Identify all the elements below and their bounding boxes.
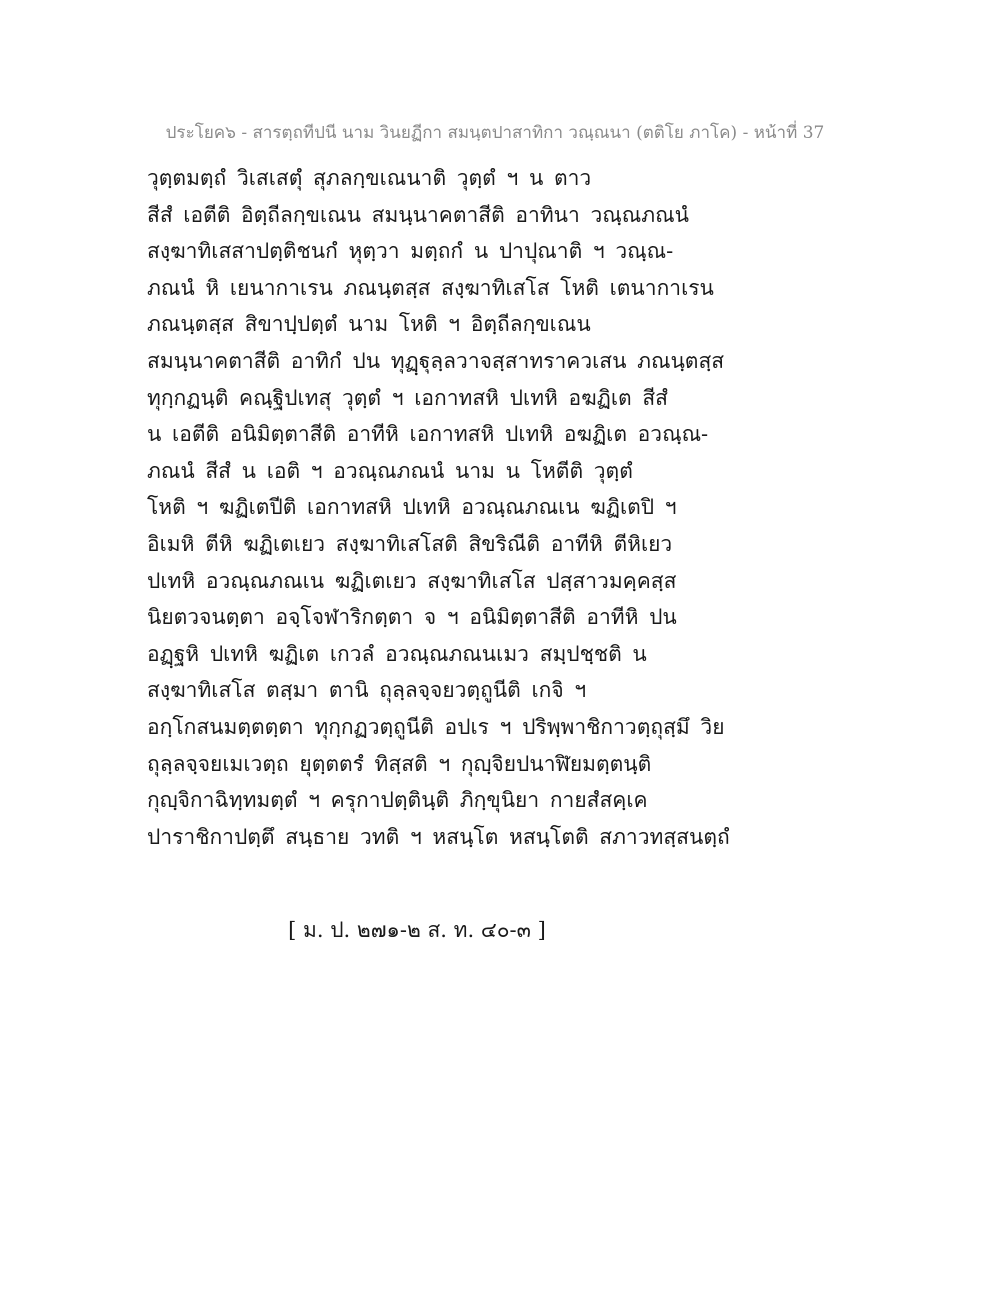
reference-citation: [ ม. ป. ๒๗๑-๒ ส. ท. ๔๐-๓ ]	[288, 918, 546, 942]
running-header: ประโยค๖ - สารตฺถทีปนี นาม วินยฏีกา สมนฺตปาสาทิกา วณฺณนา (ตติโย ภาโค) - หน้าที่ 37	[165, 123, 825, 143]
text-line: ปเทหิ อวณฺณภณเน ฆฏิเตเยว สงฺฆาทิเสโส ปสฺสาวมคฺคสฺส	[147, 568, 677, 593]
text-line: ภณนํ สีสํ น เอติ ฯ อวณฺณภณนํ นาม น โหตีติ วุตฺตํ	[147, 458, 633, 483]
text-line: วุตฺตมตฺถํ วิเสเสตุํ สุภลกฺขเณนาติ วุตฺตํ ฯ น ตาว	[147, 166, 592, 190]
text-line: ปาราชิกาปตฺตึ สนฺธาย วทติ ฯ หสนฺโต หสนฺโตติ สภาวทสฺสนตฺถํ	[147, 824, 730, 849]
text-line: กุญฺจิกาฉิทฺทมตฺตํ ฯ ครุกาปตฺตินฺติ ภิกฺขุนิยา กายสํสคฺเค	[147, 788, 648, 813]
text-line: น เอตีติ อนิมิตฺตาสีติ อาทีหิ เอกาทสหิ ปเทหิ อฆฏิเต อวณฺณ-	[147, 422, 709, 447]
text-line: อิเมหิ ตีหิ ฆฏิเตเยว สงฺฆาทิเสโสติ สิขริณีติ อาทีหิ ตีหิเยว	[147, 531, 673, 556]
text-line: โหติ ฯ ฆฏิเตปีติ เอกาทสหิ ปเทหิ อวณฺณภณเน ฆฏิเตปิ ฯ	[147, 495, 677, 520]
body-text	[147, 160, 867, 855]
text-line: ภณนฺตสฺส สิขาปฺปตฺตํ นาม โหติ ฯ อิตฺถีลกฺขเณน	[147, 312, 591, 337]
text-line: นิยตวจนตฺตา อจฺโจฬาริกตฺตา จ ฯ อนิมิตฺตาสีติ อาทีหิ ปน	[147, 605, 677, 630]
text-line: ทุกฺกฏนฺติ คณฺฐิปเทสุ วุตฺตํ ฯ เอกาทสหิ ปเทหิ อฆฏิเต สีสํ	[147, 385, 668, 410]
text-line: สงฺฆาทิเสสาปตฺติชนกํ หุตฺวา มตฺถกํ น ปาปุณาติ ฯ วณฺณ-	[147, 239, 674, 264]
text-line: ภณนํ หิ เยนากาเรน ภณนฺตสฺส สงฺฆาทิเสโส โหติ เตนากาเรน	[147, 275, 714, 300]
text-line: อกฺโกสนมตฺตตฺตา ทุกฺกฏวตฺถูนีติ อปเร ฯ ปริพฺพาชิกาวตฺถุสฺมึ วิย	[147, 714, 725, 739]
text-line: ถุลฺลจฺจยเมเวตฺถ ยุตฺตตรํ ทิสฺสติ ฯ กุญฺจิยปนาฬิยมตฺตนฺติ	[147, 751, 652, 776]
text-line: สีสํ เอตีติ อิตฺถีลกฺขเณน สมนฺนาคตาสีติ อาทินา วณฺณภณนํ	[147, 202, 689, 227]
text-line: สมนฺนาคตาสีติ อาทิกํ ปน ทุฏฺฐุลฺลวาจสฺสาทราควเสน ภณนฺตสฺส	[147, 348, 725, 373]
text-line: สงฺฆาทิเสโส ตสฺมา ตานิ ถุลฺลจฺจยวตฺถูนีติ เกจิ ฯ	[147, 678, 587, 703]
text-line: อฏฺฐหิ ปเทหิ ฆฏิเต เกวลํ อวณฺณภณนเมว สมฺปชฺชติ น	[147, 641, 647, 666]
